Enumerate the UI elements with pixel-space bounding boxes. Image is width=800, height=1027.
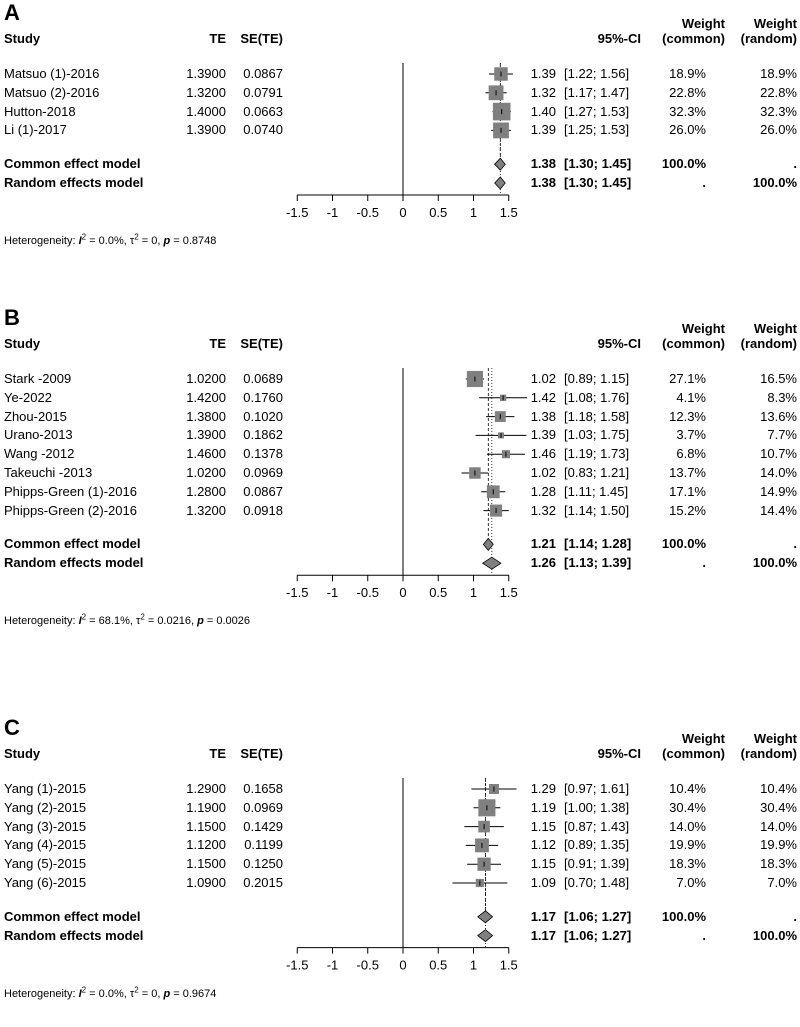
study-weight-common: 19.9% [669, 837, 706, 853]
heterogeneity-stats [4, 612, 250, 628]
study-name: Zhou-2015 [4, 408, 67, 424]
random-effect-diamond [478, 930, 493, 942]
common-weight-common: 100.0% [661, 536, 706, 552]
het-i2-label: I [78, 615, 82, 628]
study-est-label: 1.15 [530, 856, 556, 872]
study-te: 1.0200 [186, 371, 226, 386]
x-tick-label: -0.5 [356, 205, 379, 220]
forest-panel-a [0, 0, 800, 300]
study-name: Li (1)-2017 [4, 122, 67, 138]
study-ci-label: [0.89; 1.35] [564, 837, 630, 853]
col-header-weight-common: Weight [681, 731, 725, 746]
study-weight-random: 18.3% [760, 856, 797, 872]
study-name: Yang (4)-2015 [4, 837, 87, 853]
x-tick-label: -0.5 [356, 957, 379, 973]
study-ci-label: [0.91; 1.39] [564, 856, 630, 872]
het-p-value: = 0.8748 [170, 235, 217, 247]
study-ci-label: [1.14; 1.50] [564, 502, 630, 518]
col-header-ci: 95%-CI [597, 31, 641, 46]
common-model-name: Common effect model [4, 908, 141, 924]
study-ci-label: [0.87; 1.43] [564, 818, 630, 834]
study-weight-random: 7.0% [767, 875, 797, 890]
study-name: Stark -2009 [4, 371, 72, 386]
x-tick-label: -1.5 [286, 205, 309, 220]
common-est-label: 1.21 [530, 536, 556, 552]
forest-panel-b [0, 305, 800, 650]
het-prefix: Heterogeneity: [4, 615, 79, 628]
col-header-study: Study [4, 336, 41, 351]
study-est-label: 1.28 [530, 483, 556, 499]
x-tick-label: -1 [326, 585, 339, 601]
het-prefix: Heterogeneity: [4, 987, 79, 1000]
common-model-name: Common effect model [4, 536, 141, 552]
study-weight-random: 14.0% [760, 465, 797, 480]
common-est-label: 1.38 [530, 156, 556, 172]
study-te: 1.1500 [186, 818, 226, 834]
study-name: Takeuchi -2013 [4, 465, 93, 480]
het-tau-label: τ [135, 615, 141, 628]
random-ci-label: [1.06; 1.27] [564, 927, 632, 943]
het-p-label: p [163, 235, 171, 247]
study-name: Ye-2022 [4, 389, 52, 405]
het-tau-value: = 0, [138, 235, 164, 247]
study-name: Yang (3)-2015 [4, 818, 87, 834]
study-est-label: 1.46 [530, 446, 556, 462]
study-weight-random: 8.3% [767, 389, 797, 405]
study-te: 1.1900 [186, 799, 226, 815]
het-tau-value: = 0.0216, [144, 615, 198, 628]
col-header-weight-random: Weight [753, 16, 797, 31]
random-est-label: 1.17 [530, 927, 556, 943]
study-se: 0.1020 [243, 408, 283, 424]
study-weight-common: 18.9% [669, 66, 706, 81]
study-weight-common: 32.3% [669, 103, 706, 119]
random-weight-common: . [702, 175, 706, 190]
study-se: 0.1429 [243, 818, 283, 834]
common-ci-label: [1.30; 1.45] [564, 156, 632, 172]
study-ci-label: [1.25; 1.53] [564, 122, 630, 138]
col-header-weight-common: Weight [681, 321, 725, 336]
study-name: Yang (1)-2015 [4, 781, 87, 796]
study-se: 0.0867 [243, 66, 283, 81]
study-se: 0.0689 [243, 371, 283, 386]
het-tau-sup: 2 [140, 612, 145, 622]
study-est-label: 1.40 [530, 103, 556, 119]
random-weight-random: 100.0% [752, 175, 797, 190]
study-ci-label: [0.83; 1.21] [564, 465, 630, 480]
study-weight-common: 10.4% [669, 781, 706, 796]
col-header-weight-common-sub: (common) [662, 31, 725, 46]
common-model-name: Common effect model [4, 156, 141, 172]
study-name: Yang (5)-2015 [4, 856, 87, 872]
study-weight-random: 13.6% [760, 408, 797, 424]
random-weight-random: 100.0% [752, 927, 797, 943]
common-weight-random: . [793, 536, 797, 552]
study-te: 1.3900 [186, 122, 226, 138]
study-est-label: 1.02 [530, 371, 556, 386]
heterogeneity-stats [4, 984, 217, 1000]
study-est-label: 1.09 [530, 875, 556, 890]
study-te: 1.4200 [186, 389, 226, 405]
forest-plot-area [0, 0, 800, 225]
x-tick-label: 0.5 [429, 205, 448, 220]
study-est-label: 1.32 [530, 84, 556, 100]
random-est-label: 1.38 [530, 175, 556, 190]
study-weight-common: 12.3% [669, 408, 706, 424]
study-est-label: 1.02 [530, 465, 556, 480]
study-ci-label: [1.00; 1.38] [564, 799, 630, 815]
study-name: Yang (2)-2015 [4, 799, 87, 815]
panel-label: A [4, 0, 20, 25]
study-te: 1.4600 [186, 446, 226, 462]
common-weight-random: . [793, 908, 797, 924]
study-te: 1.3900 [186, 66, 226, 81]
het-i2-value: = 0.0%, [86, 987, 130, 1000]
common-weight-common: 100.0% [661, 156, 706, 172]
x-tick-label: 0 [399, 205, 407, 220]
x-tick-label: 0 [399, 585, 407, 601]
x-tick-label: 1.5 [499, 205, 518, 220]
study-weight-common: 22.8% [669, 84, 706, 100]
study-se: 0.1862 [243, 427, 283, 443]
study-ci-label: [1.18; 1.58] [564, 408, 630, 424]
random-weight-common: . [702, 555, 706, 571]
panel-label: B [4, 305, 20, 330]
het-i2-sup: 2 [81, 232, 87, 242]
het-prefix: Heterogeneity: [4, 235, 79, 247]
study-name: Matsuo (2)-2016 [4, 84, 100, 100]
random-model-name: Random effects model [4, 555, 144, 571]
het-i2-value: = 68.1%, [86, 615, 136, 628]
study-name: Yang (6)-2015 [4, 875, 87, 890]
study-te: 1.3900 [186, 427, 226, 443]
x-tick-label: -1.5 [286, 585, 309, 601]
random-effect-diamond [483, 557, 501, 569]
heterogeneity-stats [4, 232, 217, 247]
common-weight-random: . [793, 156, 797, 172]
het-tau-sup: 2 [134, 232, 139, 242]
study-se: 0.1250 [243, 856, 283, 872]
het-p-label: p [197, 615, 204, 628]
col-header-weight-common-sub: (common) [662, 336, 725, 351]
col-header-weight-common-sub: (common) [662, 746, 725, 761]
study-te: 1.3800 [186, 408, 226, 424]
study-name: Hutton-2018 [4, 103, 76, 119]
study-est-label: 1.19 [530, 799, 556, 815]
study-name: Matsuo (1)-2016 [4, 66, 100, 81]
het-i2-value: = 0.0%, [86, 235, 130, 247]
study-weight-random: 7.7% [767, 427, 797, 443]
random-effect-diamond [495, 177, 506, 189]
study-est-label: 1.42 [530, 389, 556, 405]
col-header-te: TE [209, 31, 226, 46]
study-te: 1.1500 [186, 856, 226, 872]
study-est-label: 1.39 [530, 427, 556, 443]
x-tick-label: 0.5 [429, 957, 448, 973]
study-weight-common: 3.7% [676, 427, 706, 443]
common-ci-label: [1.14; 1.28] [564, 536, 632, 552]
study-ci-label: [1.22; 1.56] [564, 66, 630, 81]
study-ci-label: [0.70; 1.48] [564, 875, 630, 890]
study-ci-label: [1.03; 1.75] [564, 427, 630, 443]
col-header-se: SE(TE) [240, 746, 283, 761]
common-est-label: 1.17 [530, 908, 556, 924]
study-weight-common: 13.7% [669, 465, 706, 480]
forest-panel-c [0, 715, 800, 1027]
het-tau-label: τ [129, 987, 135, 1000]
study-ci-label: [0.89; 1.15] [564, 371, 630, 386]
col-header-se: SE(TE) [240, 31, 283, 46]
study-est-label: 1.32 [530, 502, 556, 518]
het-tau-value: = 0, [138, 987, 164, 1000]
study-te: 1.0200 [186, 465, 226, 480]
panel-label: C [4, 715, 20, 740]
study-se: 0.2015 [243, 875, 283, 890]
random-weight-common: . [702, 927, 706, 943]
study-te: 1.4000 [186, 103, 226, 119]
het-tau-label: τ [129, 235, 135, 247]
study-weight-random: 32.3% [760, 103, 797, 119]
x-tick-label: 0 [399, 957, 407, 973]
study-est-label: 1.39 [530, 122, 556, 138]
het-p-label: p [163, 987, 171, 1000]
study-te: 1.0900 [186, 875, 226, 890]
random-model-name: Random effects model [4, 175, 144, 190]
x-tick-label: 1 [469, 205, 478, 220]
forest-plot-area [0, 715, 800, 978]
study-se: 0.0663 [243, 103, 283, 119]
col-header-study: Study [4, 746, 41, 761]
study-se: 0.0918 [243, 502, 283, 518]
study-weight-common: 7.0% [676, 875, 706, 890]
study-weight-random: 14.0% [760, 818, 797, 834]
study-name: Wang -2012 [4, 446, 75, 462]
study-weight-common: 30.4% [669, 799, 706, 815]
study-weight-random: 14.9% [760, 483, 797, 499]
study-se: 0.0969 [243, 799, 283, 815]
col-header-weight-random-sub: (random) [740, 31, 797, 46]
x-tick-label: -1.5 [286, 957, 309, 973]
x-tick-label: 1.5 [499, 957, 518, 973]
study-se: 0.1760 [243, 389, 283, 405]
col-header-te: TE [209, 746, 226, 761]
study-se: 0.1378 [243, 446, 283, 462]
study-se: 0.0867 [243, 483, 283, 499]
study-weight-common: 4.1% [676, 389, 706, 405]
x-tick-label: -1 [326, 957, 339, 973]
study-se: 0.1199 [244, 837, 283, 853]
study-weight-common: 17.1% [669, 483, 706, 499]
common-weight-common: 100.0% [661, 908, 706, 924]
study-est-label: 1.39 [530, 66, 556, 81]
x-tick-label: -0.5 [356, 585, 379, 601]
study-weight-common: 26.0% [669, 122, 706, 138]
study-te: 1.1200 [186, 837, 226, 853]
study-est-label: 1.12 [530, 837, 556, 853]
study-name: Phipps-Green (2)-2016 [4, 502, 137, 518]
study-te: 1.2900 [186, 781, 226, 796]
het-tau-sup: 2 [134, 984, 139, 994]
study-te: 1.3200 [186, 502, 226, 518]
study-ci-label: [1.08; 1.76] [564, 389, 630, 405]
het-i2-label: I [78, 987, 82, 1000]
study-ci-label: [0.97; 1.61] [564, 781, 630, 796]
het-p-value: = 0.9674 [170, 987, 217, 1000]
study-weight-random: 16.5% [760, 371, 797, 386]
x-tick-label: 1 [469, 585, 478, 601]
random-ci-label: [1.30; 1.45] [564, 175, 632, 190]
col-header-ci: 95%-CI [597, 746, 641, 761]
study-weight-common: 6.8% [676, 446, 706, 462]
het-i2-label: I [78, 235, 82, 247]
col-header-te: TE [209, 336, 226, 351]
study-weight-random: 19.9% [760, 837, 797, 853]
x-tick-label: -1 [326, 205, 339, 220]
study-weight-random: 22.8% [760, 84, 797, 100]
study-weight-common: 15.2% [669, 502, 706, 518]
forest-plot-area [0, 305, 800, 605]
col-header-ci: 95%-CI [597, 336, 641, 351]
study-se: 0.0791 [243, 84, 283, 100]
col-header-weight-common: Weight [681, 16, 725, 31]
col-header-study: Study [4, 31, 41, 46]
study-weight-random: 14.4% [760, 502, 797, 518]
random-weight-random: 100.0% [752, 555, 797, 571]
col-header-weight-random: Weight [753, 321, 797, 336]
study-ci-label: [1.17; 1.47] [564, 84, 630, 100]
study-weight-random: 10.4% [760, 781, 797, 796]
het-i2-sup: 2 [81, 984, 87, 994]
study-weight-common: 14.0% [669, 818, 706, 834]
common-effect-diamond [478, 911, 493, 923]
study-weight-random: 30.4% [760, 799, 797, 815]
x-tick-label: 0.5 [429, 585, 448, 601]
study-weight-common: 18.3% [669, 856, 706, 872]
study-te: 1.2800 [186, 483, 226, 499]
study-weight-random: 26.0% [760, 122, 797, 138]
col-header-weight-random-sub: (random) [740, 336, 797, 351]
common-ci-label: [1.06; 1.27] [564, 908, 632, 924]
study-est-label: 1.15 [530, 818, 556, 834]
col-header-se: SE(TE) [240, 336, 283, 351]
common-effect-diamond [495, 158, 506, 170]
study-se: 0.0740 [243, 122, 283, 138]
study-weight-common: 27.1% [669, 371, 706, 386]
random-ci-label: [1.13; 1.39] [564, 555, 632, 571]
het-i2-sup: 2 [81, 612, 87, 622]
random-model-name: Random effects model [4, 927, 144, 943]
study-weight-random: 10.7% [760, 446, 797, 462]
x-tick-label: 1.5 [499, 585, 518, 601]
study-se: 0.1658 [243, 781, 283, 796]
study-est-label: 1.29 [530, 781, 556, 796]
study-ci-label: [1.27; 1.53] [564, 103, 630, 119]
study-est-label: 1.38 [530, 408, 556, 424]
study-name: Phipps-Green (1)-2016 [4, 483, 137, 499]
study-weight-random: 18.9% [760, 66, 797, 81]
x-tick-label: 1 [469, 957, 478, 973]
random-est-label: 1.26 [530, 555, 556, 571]
het-p-value: = 0.0026 [203, 615, 250, 628]
study-te: 1.3200 [186, 84, 226, 100]
col-header-weight-random: Weight [753, 731, 797, 746]
study-se: 0.0969 [243, 465, 283, 480]
study-ci-label: [1.19; 1.73] [564, 446, 630, 462]
study-ci-label: [1.11; 1.45] [564, 483, 629, 499]
study-name: Urano-2013 [4, 427, 73, 443]
col-header-weight-random-sub: (random) [740, 746, 797, 761]
